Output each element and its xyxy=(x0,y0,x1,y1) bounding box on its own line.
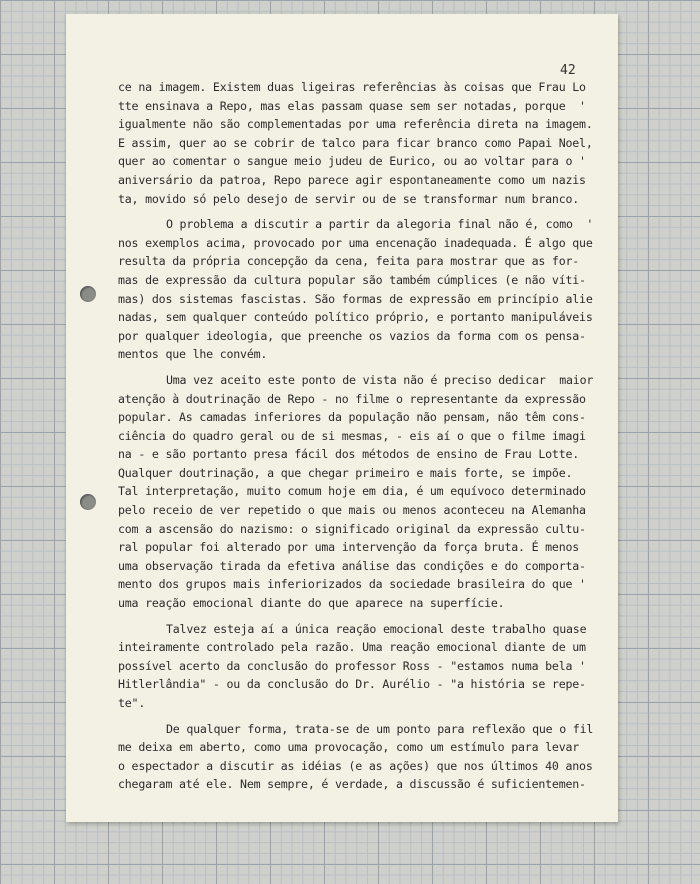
text-line: inteiramente controlado pela razão. Uma reação emocional diante de um xyxy=(118,640,586,655)
text-line: resulta da própria concepção da cena, feita para mostrar que as for- xyxy=(118,254,580,269)
text-line: quer ao comentar o sangue meio judeu de Eurico, ou ao voltar para o ' xyxy=(118,154,586,169)
text-line: mas de expressão da cultura popular são também cúmplices (e não víti- xyxy=(118,272,586,287)
text-line: aniversário da patroa, Repo parece agir espontaneamente como um nazis xyxy=(118,172,586,187)
text-line: uma observação tirada da efetiva análise das condições e do comporta- xyxy=(118,558,586,573)
text-line: igualmente não são complementadas por uma referência direta na imagem. xyxy=(118,117,593,132)
punch-hole xyxy=(80,494,96,510)
text-line: ce na imagem. Existem duas ligeiras referências às coisas que Frau Lo xyxy=(118,80,586,94)
text-line: mentos que lhe convém. xyxy=(118,347,268,362)
text-line: ta, movido só pelo desejo de servir ou de se transformar num branco. xyxy=(118,191,580,206)
text-line: por qualquer ideologia, que preenche os vazios da forma com os pensa- xyxy=(118,328,586,343)
text-line: na - e são portanto presa fácil dos métodos de ensino de Frau Lotte. xyxy=(118,447,580,462)
text-line: O problema a discutir a partir da alegoria final não é, como ' xyxy=(166,217,594,232)
text-line: possível acerto da conclusão do professor Ross - "estamos numa bela ' xyxy=(118,658,586,673)
text-line: me deixa em aberto, como uma provocação, como um estímulo para levar xyxy=(118,740,580,755)
text-line: atenção à doutrinação de Repo - no filme o representante da expressão xyxy=(118,391,586,406)
text-line: nos exemplos acima, provocado por uma encenação inadequada. É algo que xyxy=(118,235,593,250)
text-line: Tal interpretação, muito comum hoje em dia, é um equívoco determinado xyxy=(118,484,586,499)
text-line: Talvez esteja aí a única reação emocional deste trabalho quase xyxy=(166,621,587,636)
text-line: te". xyxy=(118,696,146,710)
text-line: tte ensinava a Repo, mas elas passam quase sem ser notadas, porque ' xyxy=(118,98,586,113)
text-line: com a ascensão do nazismo: o significado original da expressão cultu- xyxy=(118,521,586,536)
text-line: Qualquer doutrinação, a que chegar primeiro e mais forte, se impõe. xyxy=(118,465,573,480)
punch-hole xyxy=(80,286,96,302)
text-line: pelo receio de ver repetido o que mais ou menos aconteceu na Alemanha xyxy=(118,503,586,518)
text-line: mas) dos sistemas fascistas. São formas de expressão em princípio alie xyxy=(118,291,593,306)
body-text xyxy=(118,78,594,794)
page-number: 42 xyxy=(560,63,576,78)
text-line: ral popular foi alterado por uma intervenção da força bruta. É menos xyxy=(118,540,580,555)
text-line: uma reação emocional diante do que aparece na superfície. xyxy=(118,596,505,611)
text-line: chegaram até ele. Nem sempre, é verdade, a discussão é suficientemen- xyxy=(118,777,586,792)
text-line: Uma vez aceito este ponto de vista não é preciso dedicar maior xyxy=(166,372,594,387)
text-line: Hitlerlândia" - ou da conclusão do Dr. Aurélio - "a história se repe- xyxy=(118,677,586,692)
text-line: popular. As camadas inferiores da população não pensam, não têm cons- xyxy=(118,410,586,425)
text-line: mento dos grupos mais inferiorizados da sociedade brasileira do que ' xyxy=(118,577,586,592)
text-line: ciência do quadro geral ou de si mesmas, - eis aí o que o filme imagi xyxy=(118,428,586,443)
text-line: De qualquer forma, trata-se de um ponto para reflexão que o fil xyxy=(166,721,594,736)
text-line: E assim, quer ao se cobrir de talco para ficar branco como Papai Noel, xyxy=(118,135,593,150)
text-line: nadas, sem qualquer conteúdo político próprio, e portanto manipuláveis xyxy=(118,310,593,325)
text-line: o espectador a discutir as idéias (e as ações) que nos últimos 40 anos xyxy=(118,758,593,773)
